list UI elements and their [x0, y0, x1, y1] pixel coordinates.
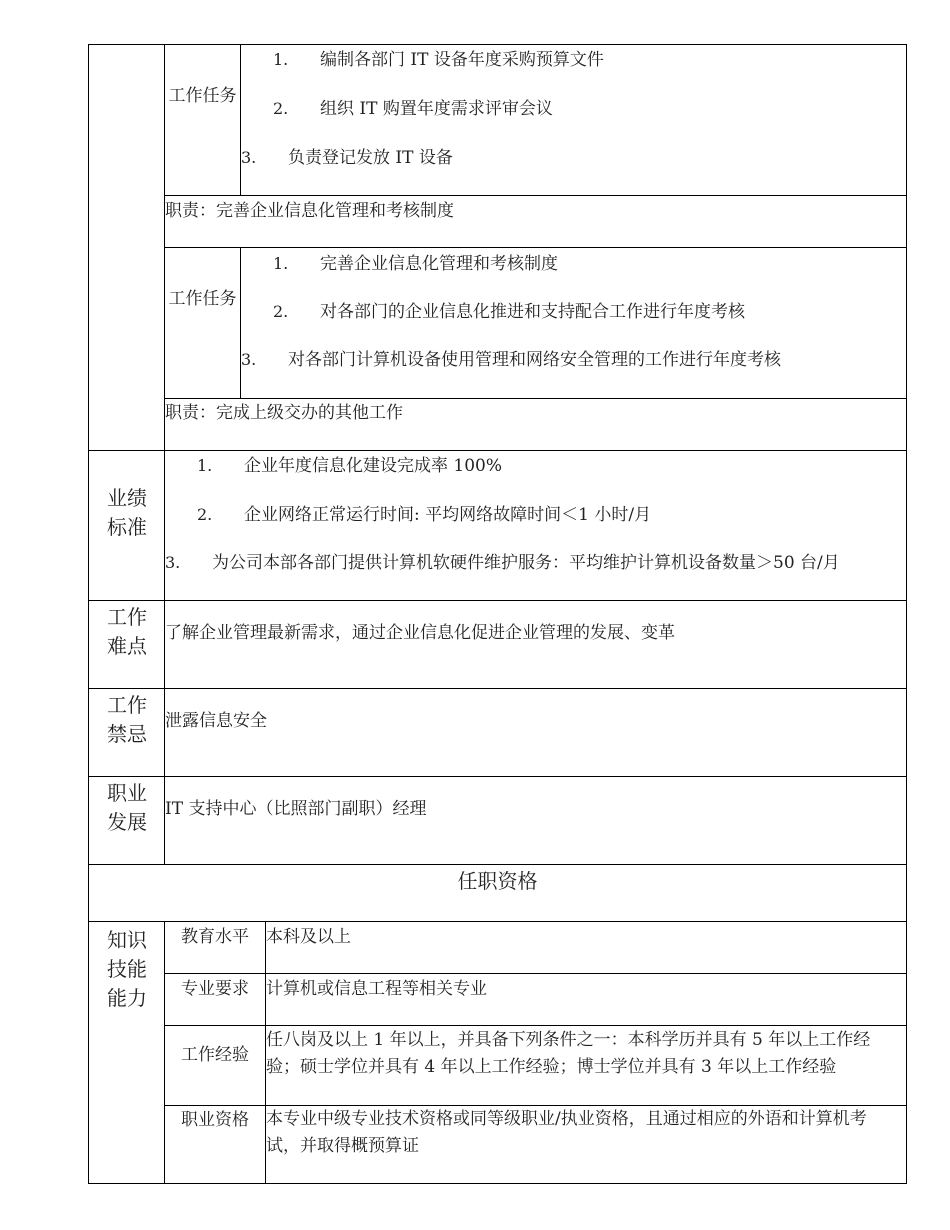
task-number: 3. [241, 148, 257, 167]
task-label: 工作任务 [168, 289, 237, 309]
task-item: 负责登记发放 IT 设备 [288, 148, 453, 168]
duty-text: 职责：完成上级交办的其他工作 [165, 403, 403, 423]
row-divider [88, 864, 907, 865]
row-divider [88, 600, 907, 601]
row-divider [88, 921, 907, 922]
row-divider [164, 195, 907, 196]
task-number: 1. [273, 50, 289, 69]
row-divider [88, 450, 907, 451]
performance-number: 2. [197, 505, 213, 524]
task-label: 工作任务 [168, 86, 237, 106]
performance-number: 1. [197, 456, 213, 475]
taboo-label: 工作禁忌 [107, 693, 147, 746]
qualification-value: 本专业中级专业技术资格或同等级职业/执业资格，且通过相应的外语和计算机考试，并取得概预算证 [266, 1109, 867, 1156]
task-label-divider [240, 247, 241, 398]
task-item: 组织 IT 购置年度需求评审会议 [320, 99, 553, 119]
row-divider [164, 247, 907, 248]
row-divider [164, 1025, 907, 1026]
label-column-divider [164, 44, 165, 864]
task-item: 对各部门的企业信息化推进和支持配合工作进行年度考核 [320, 302, 745, 322]
task-number: 2. [273, 99, 289, 118]
row-divider [88, 688, 907, 689]
table-border-bottom [88, 1183, 907, 1184]
performance-item: 为公司本部各部门提供计算机软硬件维护服务：平均维护计算机设备数量＞50 台/月 [212, 553, 840, 573]
qualification-label: 职业资格 [181, 1110, 249, 1130]
row-divider [164, 398, 907, 399]
table-border-right [906, 44, 907, 1184]
table-border-top [88, 44, 907, 45]
qualification-label: 专业要求 [181, 979, 249, 999]
task-number: 1. [273, 254, 289, 273]
qualification-value: 任八岗及以上 1 年以上，并具备下列条件之一：本科学历并具有 5 年以上工作经验；硕士学位并具有 4 年以上工作经验；博士学位并具有 3 年以上工作经验 [266, 1030, 871, 1077]
row-divider [164, 973, 907, 974]
row-divider [88, 776, 907, 777]
qualification-value: 计算机或信息工程等相关专业 [266, 979, 487, 999]
taboo-text: 泄露信息安全 [165, 711, 267, 731]
table-border-left [88, 44, 89, 1184]
performance-item: 企业年度信息化建设完成率 100% [244, 456, 503, 476]
task-label-divider [240, 44, 241, 195]
difficulty-text: 了解企业管理最新需求，通过企业信息化促进企业管理的发展、变革 [165, 623, 675, 643]
difficulty-label: 工作难点 [107, 605, 147, 658]
performance-number: 3. [165, 553, 181, 572]
performance-label: 业绩标准 [107, 486, 147, 539]
task-item: 对各部门计算机设备使用管理和网络安全管理的工作进行年度考核 [288, 350, 781, 370]
duty-text: 职责：完善企业信息化管理和考核制度 [165, 201, 454, 221]
qualification-label: 教育水平 [181, 927, 249, 947]
performance-item: 企业网络正常运行时间: 平均网络故障时间＜1 小时/月 [244, 505, 652, 525]
qualification-title: 任职资格 [457, 869, 538, 893]
task-number: 2. [273, 302, 289, 321]
career-text: IT 支持中心（比照部门副职）经理 [165, 799, 427, 819]
qualification-value: 本科及以上 [266, 927, 351, 947]
task-item: 编制各部门 IT 设备年度采购预算文件 [320, 50, 604, 70]
task-item: 完善企业信息化管理和考核制度 [320, 254, 558, 274]
skills-group-label: 知识技能能力 [107, 928, 147, 1010]
career-label: 职业发展 [107, 781, 147, 834]
qualification-label: 工作经验 [181, 1045, 249, 1065]
task-number: 3. [241, 350, 257, 369]
